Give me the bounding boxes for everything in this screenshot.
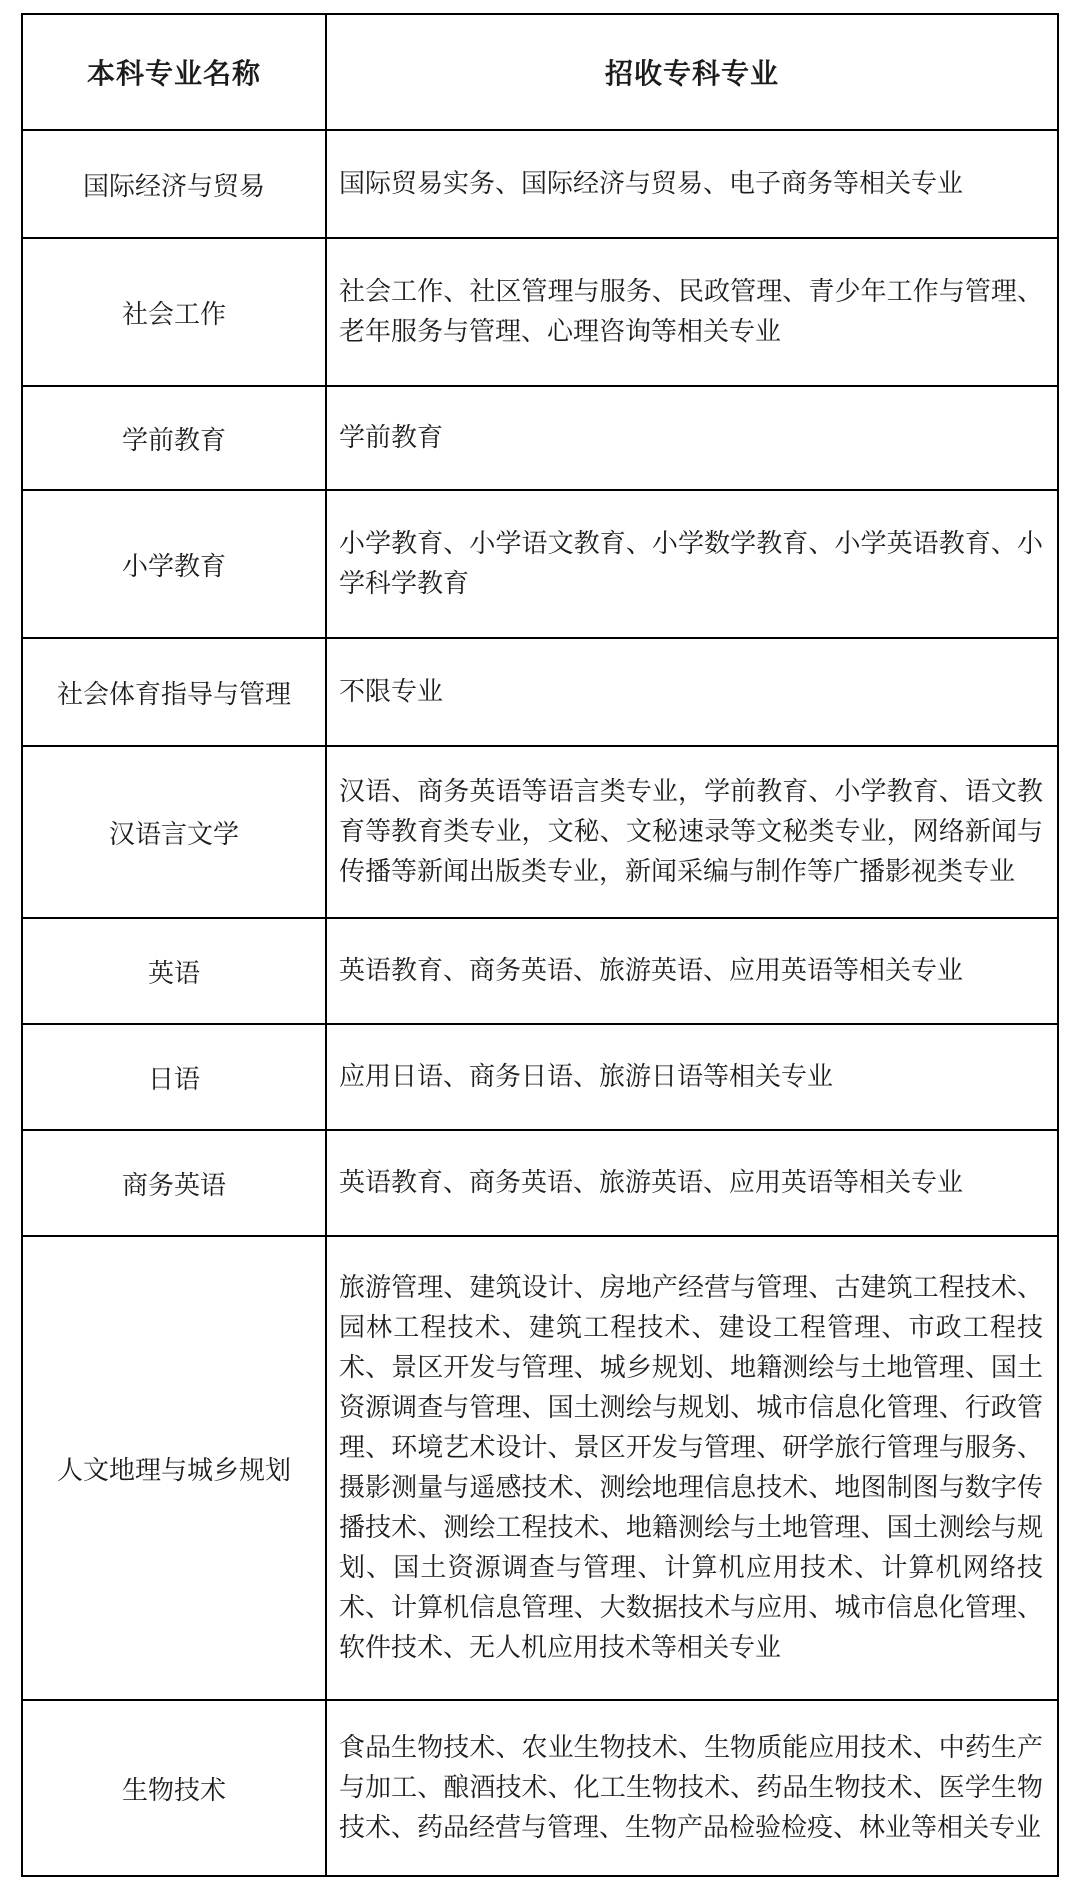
- accepted-majors-cell: 国际贸易实务、国际经济与贸易、电子商务等相关专业: [326, 130, 1058, 238]
- undergrad-major-cell: 社会工作: [22, 238, 326, 386]
- table-row: [22, 746, 1058, 918]
- accepted-majors-cell: 小学教育、小学语文教育、小学数学教育、小学英语教育、小学科学教育: [326, 490, 1058, 638]
- table-row: [22, 386, 1058, 490]
- accepted-majors-cell: 不限专业: [326, 638, 1058, 746]
- accepted-majors-cell: 食品生物技术、农业生物技术、生物质能应用技术、中药生产与加工、酿酒技术、化工生物技术、药品生物技术、医学生物技术、药品经营与管理、生物产品检验检疫、林业等相关专业: [326, 1700, 1058, 1876]
- majors-table: [21, 13, 1059, 1877]
- table-row: [22, 130, 1058, 238]
- table-row: [22, 1024, 1058, 1130]
- undergrad-major-cell: 汉语言文学: [22, 746, 326, 918]
- undergrad-major-cell: 国际经济与贸易: [22, 130, 326, 238]
- accepted-majors-cell: 学前教育: [326, 386, 1058, 490]
- undergrad-major-cell: 社会体育指导与管理: [22, 638, 326, 746]
- document-page: [21, 13, 1059, 1877]
- undergrad-major-cell: 人文地理与城乡规划: [22, 1236, 326, 1700]
- table-row: [22, 238, 1058, 386]
- header-undergrad-major: 本科专业名称: [22, 14, 326, 130]
- table-row: [22, 490, 1058, 638]
- table-row: [22, 638, 1058, 746]
- table-row: [22, 1700, 1058, 1876]
- accepted-majors-cell: 汉语、商务英语等语言类专业，学前教育、小学教育、语文教育等教育类专业，文秘、文秘速录等文秘类专业，网络新闻与传播等新闻出版类专业，新闻采编与制作等广播影视类专业: [326, 746, 1058, 918]
- undergrad-major-cell: 商务英语: [22, 1130, 326, 1236]
- undergrad-major-cell: 小学教育: [22, 490, 326, 638]
- table-row: [22, 918, 1058, 1024]
- header-accepted-majors: 招收专科专业: [326, 14, 1058, 130]
- table-row: [22, 1236, 1058, 1700]
- accepted-majors-cell: 应用日语、商务日语、旅游日语等相关专业: [326, 1024, 1058, 1130]
- undergrad-major-cell: 生物技术: [22, 1700, 326, 1876]
- accepted-majors-cell: 社会工作、社区管理与服务、民政管理、青少年工作与管理、老年服务与管理、心理咨询等相关专业: [326, 238, 1058, 386]
- table-row: [22, 1130, 1058, 1236]
- accepted-majors-cell: 英语教育、商务英语、旅游英语、应用英语等相关专业: [326, 1130, 1058, 1236]
- undergrad-major-cell: 学前教育: [22, 386, 326, 490]
- accepted-majors-cell: 英语教育、商务英语、旅游英语、应用英语等相关专业: [326, 918, 1058, 1024]
- undergrad-major-cell: 日语: [22, 1024, 326, 1130]
- accepted-majors-cell: 旅游管理、建筑设计、房地产经营与管理、古建筑工程技术、园林工程技术、建筑工程技术、建设工程管理、市政工程技术、景区开发与管理、城乡规划、地籍测绘与土地管理、国土资源调查与管理、国土测绘与规划、城市信息化管理、行政管理、环境艺术设计、景区开发与管理、研学旅行管理与服务、摄影测量与遥感技术、测绘地理信息技术、地图制图与数字传播技术、测绘工程技术、地籍测绘与土地管理、国土测绘与规划、国土资源调查与管理、计算机应用技术、计算机网络技术、计算机信息管理、大数据技术与应用、城市信息化管理、软件技术、无人机应用技术等相关专业: [326, 1236, 1058, 1700]
- undergrad-major-cell: 英语: [22, 918, 326, 1024]
- header-row: [22, 14, 1058, 130]
